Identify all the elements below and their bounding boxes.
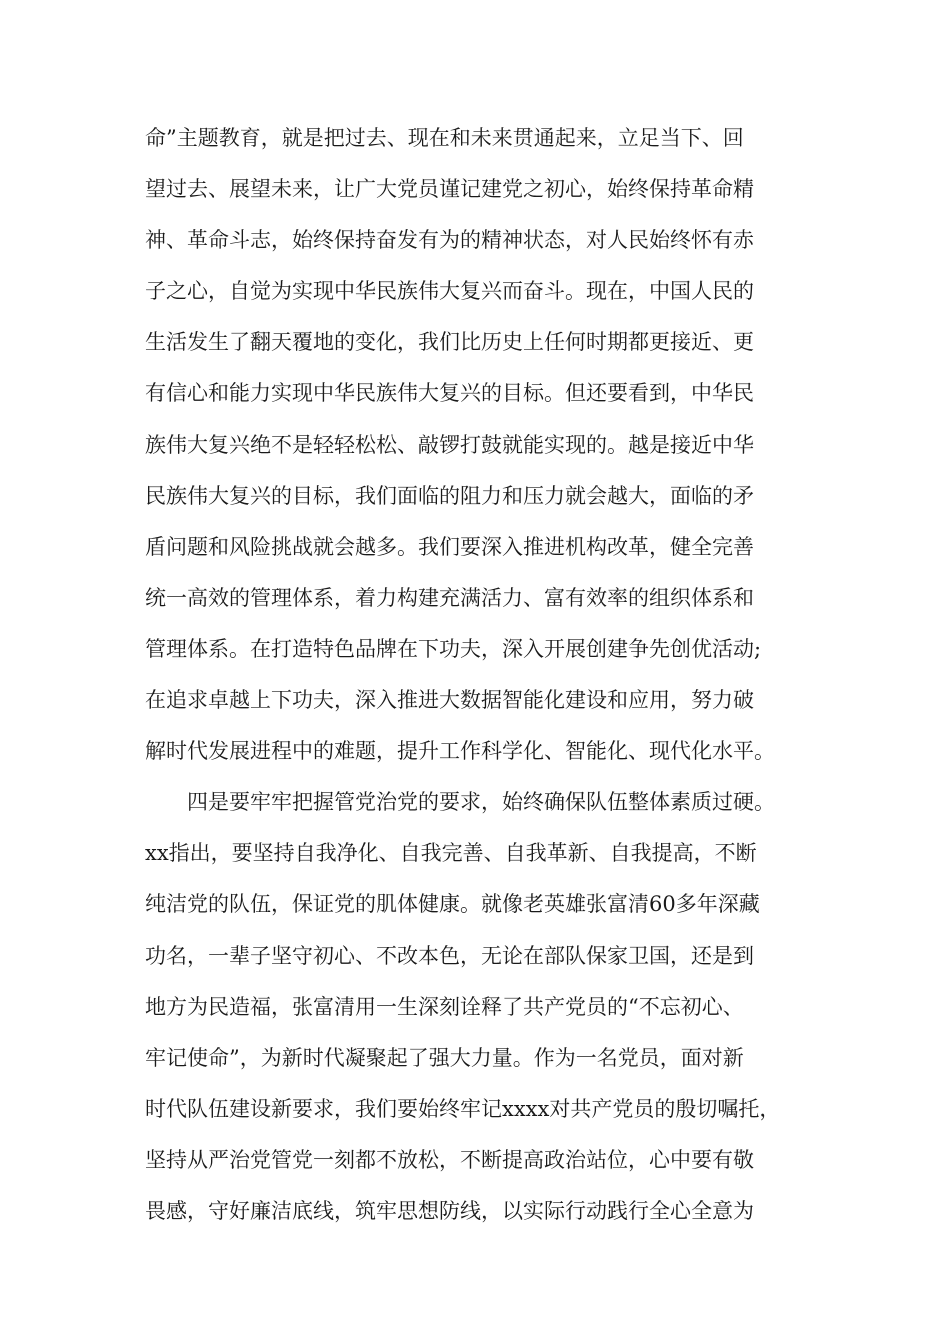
- text-line: 民族伟大复兴的目标，我们面临的阻力和压力就会越大，面临的矛: [145, 483, 754, 508]
- text-line: 盾问题和风险挑战就会越多。我们要深入推进机构改革，健全完善: [145, 534, 754, 559]
- text-line: 地方为民造福，张富清用一生深刻诠释了共产党员的“不忘初心、: [145, 994, 744, 1019]
- text-line: 纯洁党的队伍，保证党的肌体健康。就像老英雄张富清60多年深藏: [145, 892, 760, 917]
- text-line: 坚持从严治党管党一刻都不放松，不断提高政治站位，心中要有敬: [145, 1147, 754, 1172]
- text-line: 族伟大复兴绝不是轻轻松松、敲锣打鼓就能实现的。越是接近中华: [145, 432, 754, 457]
- text-line: 解时代发展进程中的难题，提升工作科学化、智能化、现代化水平。: [145, 739, 775, 764]
- text-line: 在追求卓越上下功夫，深入推进大数据智能化建设和应用，努力破: [145, 688, 754, 713]
- text-line: 有信心和能力实现中华民族伟大复兴的目标。但还要看到，中华民: [145, 381, 754, 406]
- text-line: 神、革命斗志，始终保持奋发有为的精神状态，对人民始终怀有赤: [145, 228, 754, 253]
- text-line: 时代队伍建设新要求，我们要始终牢记xxxx对共产党员的殷切嘱托，: [145, 1096, 781, 1121]
- body-text: [145, 118, 815, 1242]
- text-line: 子之心，自觉为实现中华民族伟大复兴而奋斗。现在，中国人民的: [145, 279, 754, 304]
- text-line: 生活发生了翻天覆地的变化，我们比历史上任何时期都更接近、更: [145, 330, 754, 355]
- text-line: 统一高效的管理体系，着力构建充满活力、富有效率的组织体系和: [145, 585, 754, 610]
- paragraph-start-line: 四是要牢牢把握管党治党的要求，始终确保队伍整体素质过硬。: [187, 790, 775, 815]
- text-line: 管理体系。在打造特色品牌在下功夫，深入开展创建争先创优活动;: [145, 636, 762, 661]
- text-line: 望过去、展望未来，让广大党员谨记建党之初心，始终保持革命精: [145, 177, 754, 202]
- text-line: 命”主题教育，就是把过去、现在和未来贯通起来，立足当下、回: [145, 126, 744, 150]
- text-line: 畏感，守好廉洁底线，筑牢思想防线，以实际行动践行全心全意为: [145, 1198, 754, 1223]
- text-line: xx指出，要坚持自我净化、自我完善、自我革新、自我提高，不断: [145, 841, 757, 866]
- text-line: 牢记使命”，为新时代凝聚起了强大力量。作为一名党员，面对新: [145, 1045, 744, 1070]
- text-line: 功名，一辈子坚守初心、不改本色，无论在部队保家卫国，还是到: [145, 943, 754, 968]
